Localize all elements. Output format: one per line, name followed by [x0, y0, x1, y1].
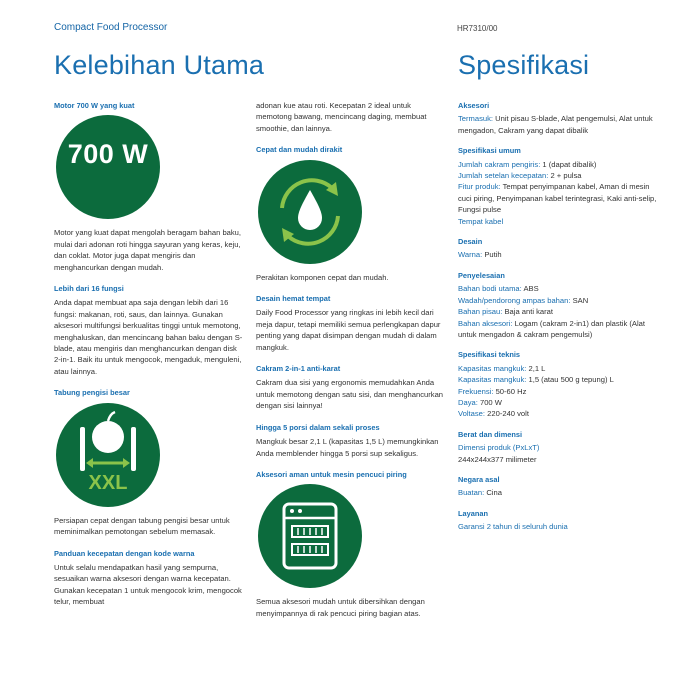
- spec-key: Bahan aksesori: [458, 318, 511, 328]
- spec-value: Logam (cakram 2-in1) dan plastik (Alat untuk mengadon & cakram pengemulsi): [458, 318, 646, 339]
- spec-value: 244x244x377 milimeter: [458, 454, 537, 464]
- spec-separator: :: [475, 397, 480, 407]
- spec-group: [458, 474, 658, 499]
- spec-separator: :: [482, 488, 487, 498]
- spec-row: [458, 318, 658, 341]
- drop-cycle-icon: [258, 160, 362, 264]
- spec-key: Kapasitas mangkuk: [458, 375, 525, 385]
- spec-key: Frekuensi: [458, 386, 492, 396]
- spec-value: 700 W: [479, 397, 502, 407]
- spec-group: [458, 100, 658, 136]
- spec-separator: :: [500, 307, 505, 317]
- spec-row: [458, 295, 658, 306]
- spec-key: Jumlah setelan kecepatan: [458, 171, 547, 181]
- specs-title: Spesifikasi: [458, 50, 590, 80]
- feature-title-assembly: Cepat dan mudah dirakit: [256, 145, 343, 155]
- spec-separator: :: [480, 250, 485, 260]
- spec-key: Kapasitas mangkuk: [458, 363, 525, 373]
- dishwasher-icon: [258, 484, 362, 588]
- spec-value: 1,5 (atau 500 g tepung) L: [528, 375, 614, 385]
- feature-text-speed: Untuk selalu mendapatkan hasil yang sempurna, sesuaikan warna aksesori dengan warna kecepatan. Gunakan kecepatan 1 untuk mengocok krim, mengocok telur, membuat: [54, 562, 242, 607]
- spec-key: Jumlah cakram pengiris: [458, 159, 539, 169]
- spec-group: [458, 508, 658, 533]
- feature-text-functions: Anda dapat membuat apa saja dengan lebih dari 16 fungsi: makanan, roti, saus, dan lainnya. Gunakan aksesori multifungsi berkualitas tinggi untuk memotong, menghaluskan, dan mencincang bahan baku dengan S-blade, atau mengiris dan menghancurkan dengan disk 2-in-1. Baik itu untuk mengocok, mengaduk, menguleni, atau lainnya.: [54, 298, 243, 376]
- spec-key: Garansi 2 tahun di seluruh dunia: [458, 522, 568, 532]
- spec-separator: :: [568, 295, 573, 305]
- spec-key: Voltase: [458, 409, 483, 419]
- feature-text-dishwasher: Semua aksesori mudah untuk dibersihkan dengan menyimpannya di rak pencuci piring bagian atas.: [256, 597, 425, 618]
- spec-key: Bahan pisau: [458, 307, 501, 317]
- product-name: Compact Food Processor: [54, 22, 168, 33]
- motor-icon-label: 700 W: [67, 139, 149, 170]
- motor-700w-icon: [56, 115, 160, 219]
- spec-value: Baja anti karat: [504, 307, 554, 317]
- spec-value: SAN: [572, 295, 589, 305]
- spec-group-title: Berat dan dimensi: [458, 429, 523, 439]
- spec-row: [458, 249, 658, 260]
- feature-title-disc: Cakram 2-in-1 anti-karat: [256, 364, 341, 374]
- spec-row: [458, 113, 658, 136]
- spec-key: Bahan bodi utama: [458, 284, 520, 294]
- spec-separator: :: [524, 375, 529, 385]
- spec-key: Dimensi produk (PxLxT): [458, 443, 540, 453]
- spec-value: Putih: [484, 250, 502, 260]
- feature-text-speed-continued: adonan kue atau roti. Kecepatan 2 ideal untuk memotong bawang, mencincang daging, membuat smoothie, dan lainnya.: [256, 101, 427, 133]
- spec-separator: :: [538, 159, 543, 169]
- feature-text-portions: Mangkuk besar 2,1 L (kapasitas 1,5 L) memungkinkan Anda memblender hingga 5 porsi sup sekaligus.: [256, 437, 439, 458]
- spec-row: [458, 487, 658, 498]
- spec-row: [458, 170, 658, 181]
- spec-group: [458, 270, 658, 340]
- spec-key: Warna: [458, 250, 481, 260]
- spec-row: [458, 521, 658, 532]
- spec-row: [458, 408, 658, 419]
- spec-value: 1 (dapat dibalik): [542, 159, 597, 169]
- spec-value: Unit pisau S-blade, Alat pengemulsi, Alat untuk mengadon, Cakram yang dapat dibalik: [458, 114, 653, 135]
- spec-row: [458, 397, 658, 408]
- feature-title-functions: Lebih dari 16 fungsi: [54, 284, 124, 294]
- spec-row: [458, 159, 658, 170]
- spec-row: [458, 386, 658, 397]
- spec-row: [458, 454, 658, 465]
- spec-value: 220-240 volt: [487, 409, 529, 419]
- spec-group-title: Penyelesaian: [458, 270, 505, 280]
- specs-column: [458, 100, 658, 542]
- spec-row: [458, 283, 658, 294]
- apple-xxl-icon: [56, 403, 160, 507]
- spec-key: Buatan: [458, 488, 483, 498]
- spec-value: Tempat penyimpanan kabel, Aman di mesin cuci piring, Penyimpanan kabel terintegrasi, Kaki anti-selip, Fungsi pulse: [458, 182, 657, 215]
- feature-text-disc: Cakram dua sisi yang ergonomis memudahkan Anda untuk memotong dengan satu sisi, dan menghancurkan dengan sisi lainnya!: [256, 378, 444, 411]
- spec-row: [458, 306, 658, 317]
- spec-key: Daya: [458, 397, 476, 407]
- feature-title-dishwasher: Aksesori aman untuk mesin pencuci piring: [256, 469, 407, 479]
- spec-key: Wadah/pendorong ampas bahan: [458, 295, 569, 305]
- spec-value: Cina: [486, 488, 502, 498]
- features-column-2: [256, 100, 446, 629]
- spec-group-title: Desain: [458, 237, 483, 247]
- spec-group-title: Layanan: [458, 508, 488, 518]
- spec-value: ABS: [523, 284, 539, 294]
- spec-group-title: Aksesori: [458, 101, 490, 110]
- spec-group: [458, 236, 658, 261]
- spec-group: [458, 429, 658, 465]
- spec-separator: :: [546, 171, 551, 181]
- spec-group: [458, 349, 658, 419]
- spec-value: 2 + pulsa: [550, 171, 582, 181]
- spec-row: [458, 442, 658, 453]
- spec-key: Fitur produk: [458, 182, 499, 192]
- feature-text-assembly: Perakitan komponen cepat dan mudah.: [256, 272, 389, 282]
- spec-group: [458, 145, 658, 227]
- spec-value: 2,1 L: [528, 363, 546, 373]
- feature-title-motor: Motor 700 W yang kuat: [54, 101, 135, 110]
- spec-key: Tempat kabel: [458, 216, 504, 226]
- spec-separator: :: [498, 182, 503, 192]
- spec-separator: :: [490, 114, 496, 124]
- feature-title-design: Desain hemat tempat: [256, 294, 331, 304]
- spec-row: [458, 374, 658, 385]
- features-title: Kelebihan Utama: [54, 50, 265, 80]
- spec-group-title: Negara asal: [458, 474, 500, 484]
- feature-text-design: Daily Food Processor yang ringkas ini lebih kecil dari meja dapur, tetapi memiliki semua perlengkapan dapur penting yang dapat disimpan dengan mudah di dalam mangkuk.: [256, 308, 441, 352]
- spec-value: 50-60 Hz: [495, 386, 527, 396]
- spec-separator: :: [510, 318, 515, 328]
- spec-row: [458, 181, 658, 215]
- features-column-1: [54, 100, 244, 618]
- spec-key: Termasuk: [458, 114, 491, 124]
- feature-text-motor: Motor yang kuat dapat mengolah beragam bahan baku, mulai dari adonan roti hingga sayuran yang keras, keju, dan coklat. Motor juga dapat mengiris dan menghancurkan dengan mudah.: [54, 228, 242, 272]
- spec-group-title: Spesifikasi teknis: [458, 350, 521, 360]
- spec-separator: :: [482, 409, 488, 419]
- model-number: HR7310/00: [457, 24, 498, 33]
- feature-text-tube: Persiapan cepat dengan tabung pengisi besar untuk meminimalkan pemotongan sebelum memasak.: [54, 515, 230, 537]
- spec-row: [458, 363, 658, 374]
- tube-icon-label: XXL: [88, 471, 128, 494]
- spec-group-title: Spesifikasi umum: [458, 146, 521, 156]
- feature-title-portions: Hingga 5 porsi dalam sekali proses: [256, 422, 380, 432]
- feature-title-tube: Tabung pengisi besar: [54, 388, 130, 398]
- spec-separator: :: [524, 363, 529, 373]
- spec-row: [458, 216, 658, 227]
- spec-separator: :: [491, 386, 496, 396]
- feature-title-speed: Panduan kecepatan dengan kode warna: [54, 548, 195, 558]
- spec-separator: :: [519, 284, 524, 294]
